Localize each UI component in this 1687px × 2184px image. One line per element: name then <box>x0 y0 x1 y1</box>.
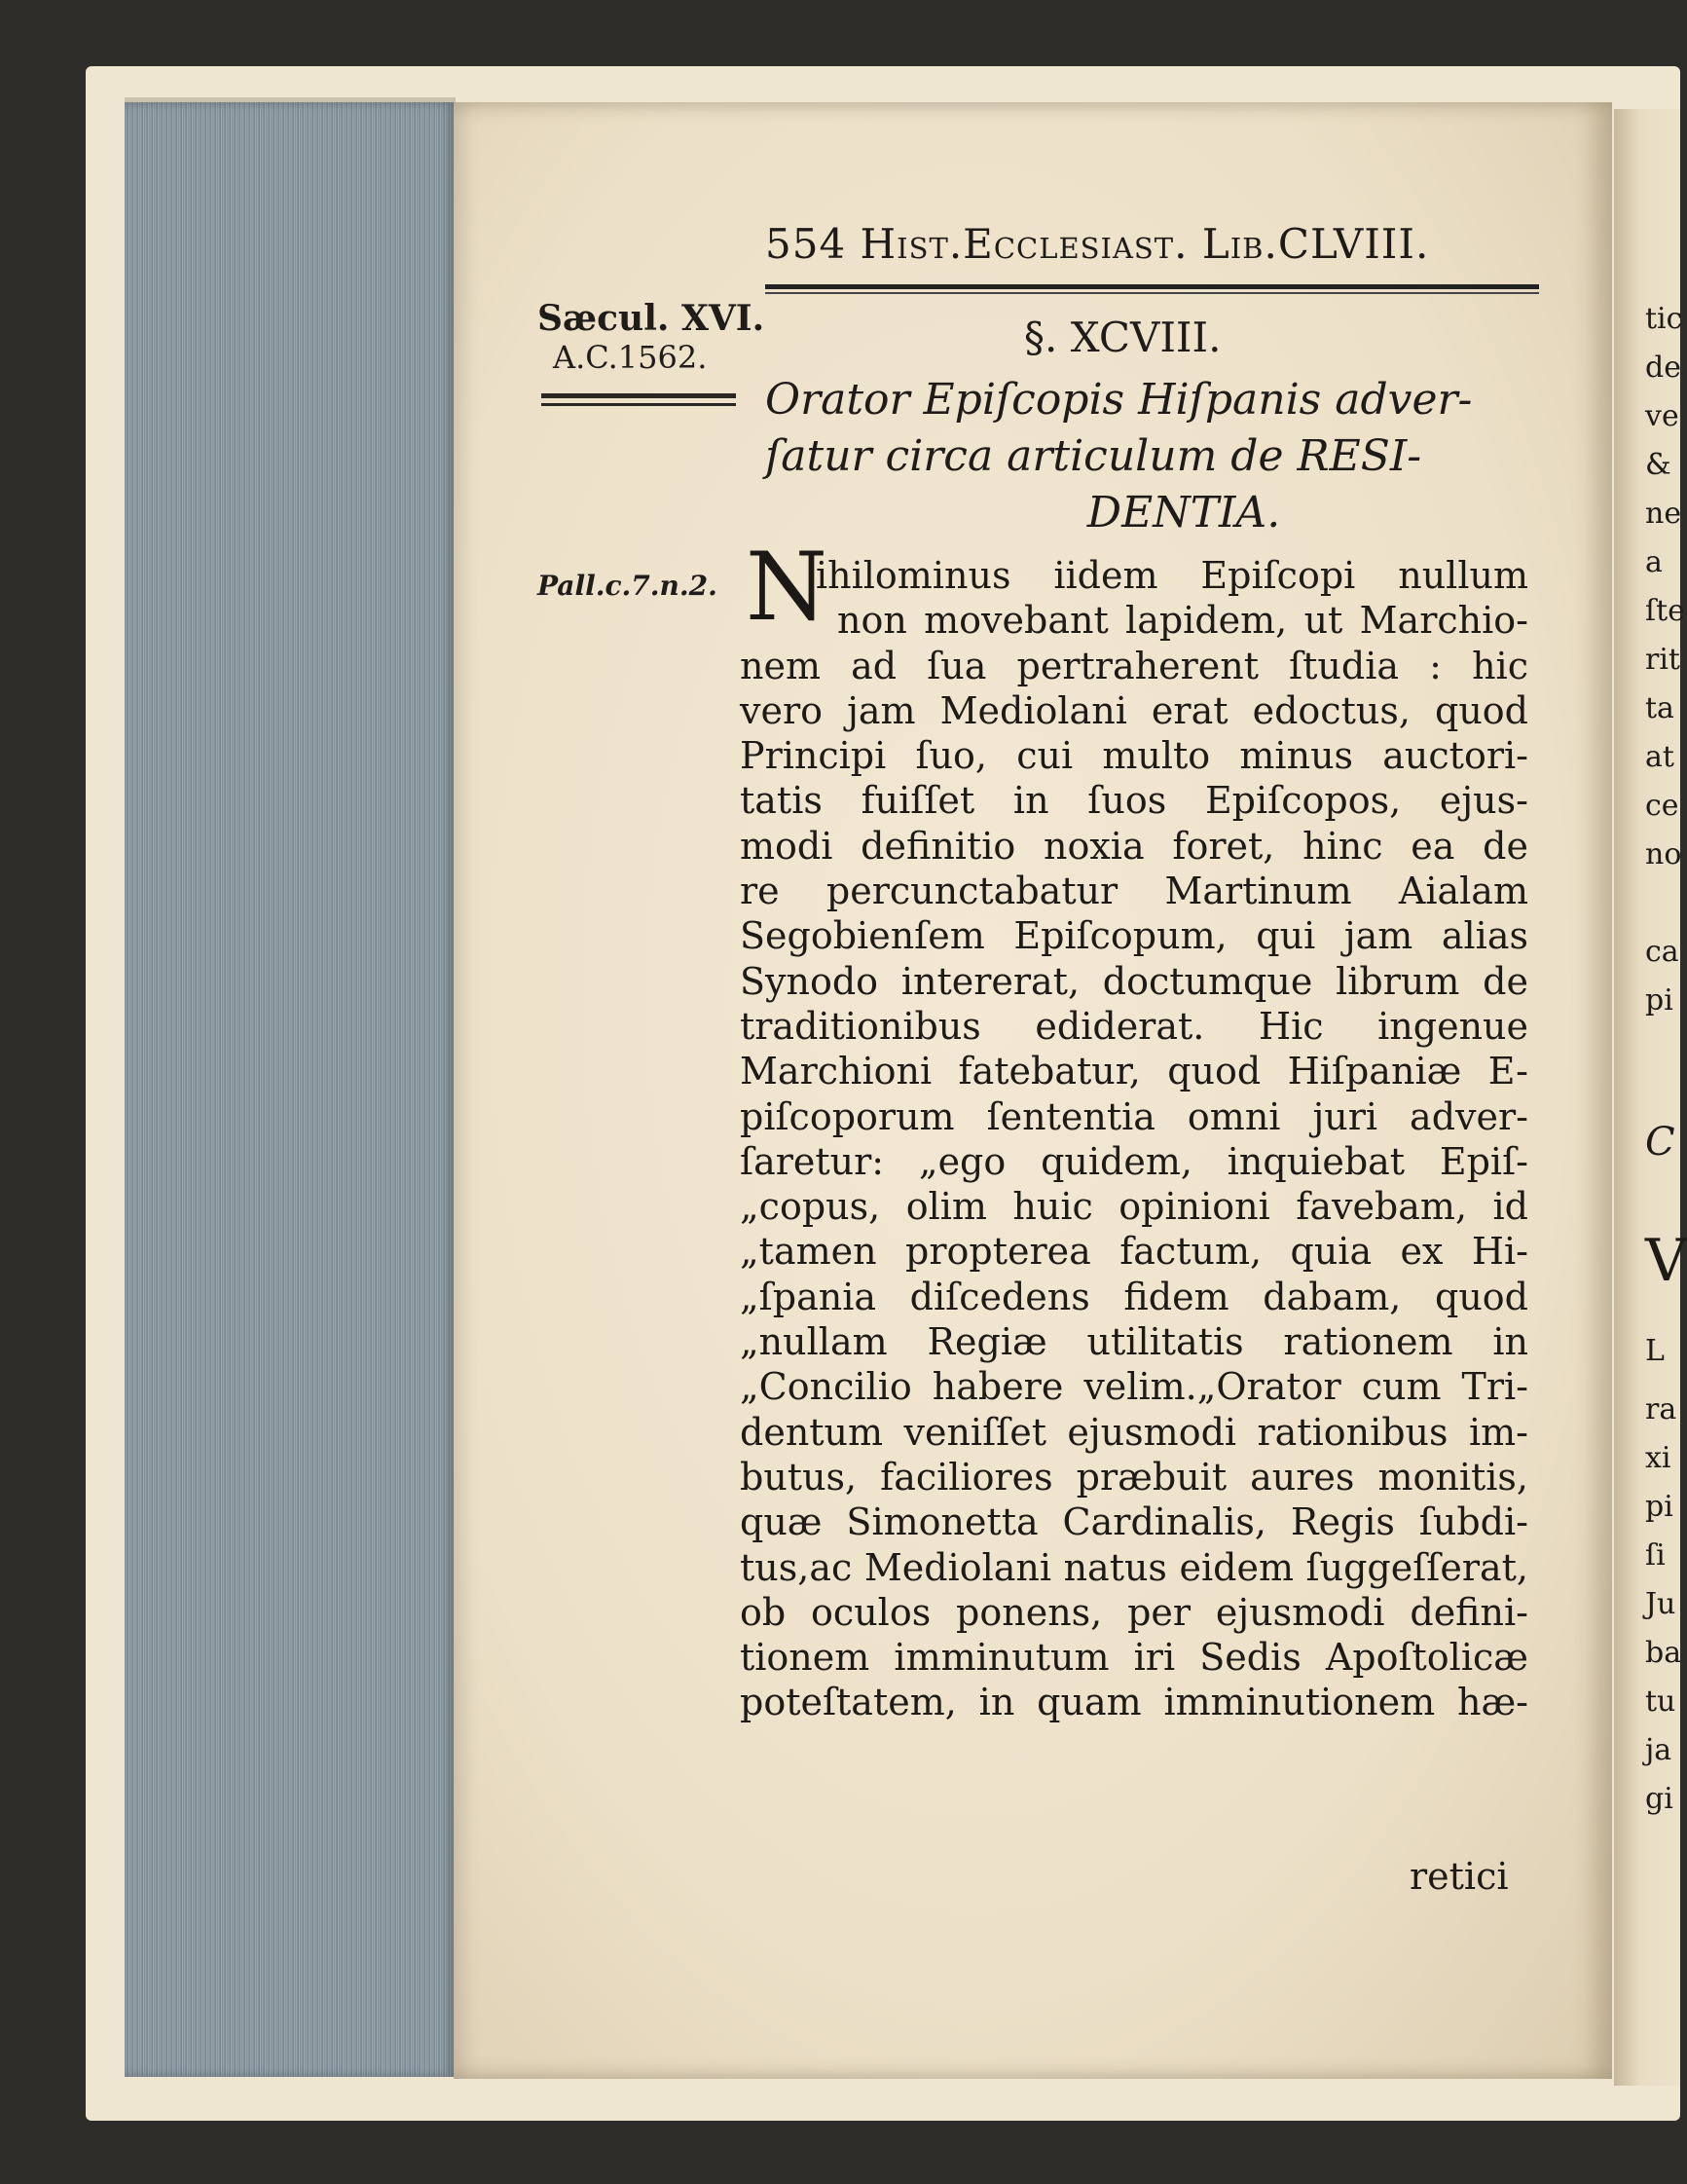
head-rule <box>765 284 1539 289</box>
text-line: tionem imminutum iri Sedis Apoſtolicæ <box>740 1636 1528 1680</box>
next-page-fragment: xi <box>1645 1441 1671 1475</box>
catchword: retici <box>1410 1855 1509 1898</box>
body-text <box>740 553 1528 1725</box>
text-line: ob oculos ponens, per ejusmodi defini- <box>740 1590 1528 1634</box>
next-page-fragment: ta <box>1645 691 1674 725</box>
margin-rule <box>541 393 736 398</box>
next-page-fragment: ja <box>1645 1733 1672 1767</box>
text-line: quæ Simonetta Cardinalis, Regis ſubdi- <box>740 1500 1528 1544</box>
section-number: §. XCVIII. <box>1024 314 1222 361</box>
text-line: Segobienſem Epiſcopum, qui jam alias <box>740 914 1528 958</box>
text-line: modi definitio noxia foret, hinc ea de <box>740 824 1528 868</box>
margin-century: Sæcul. XVI. <box>537 298 765 339</box>
text-line: „ſpania diſcedens fidem dabam, quod <box>740 1275 1528 1318</box>
next-page-fragment: a <box>1645 545 1663 579</box>
text-line: ſaretur: „ego quidem, inquiebat Epiſ- <box>740 1139 1528 1183</box>
text-line: „tamen propterea factum, quia ex Hi- <box>740 1230 1528 1274</box>
next-page-fragment: pi <box>1645 1490 1673 1524</box>
drop-cap: N <box>746 533 827 642</box>
head-rule-thin <box>765 292 1539 294</box>
section-heading <box>765 372 1544 541</box>
text-line: tatis fuiſſet in ſuos Epiſcopos, ejus- <box>740 779 1528 823</box>
margin-reference: Pall.c.7.n.2. <box>537 570 717 602</box>
next-page-fragment: & <box>1645 448 1671 482</box>
heading-line: DENTIA. <box>1086 488 1281 537</box>
text-line: nem ad ſua pertraherent ſtudia : hic <box>740 644 1528 687</box>
next-page-fragment: gi <box>1645 1782 1673 1816</box>
next-page-fragment: ſi <box>1645 1538 1666 1573</box>
margin-rule-thin <box>541 403 736 406</box>
text-line: „nullam Regiæ utilitatis rationem in <box>740 1320 1528 1364</box>
next-page-fragment: no <box>1645 837 1682 871</box>
heading-line: ſatur circa articulum de RESI- <box>765 431 1422 481</box>
next-page-fragment: rit <box>1645 643 1680 677</box>
text-line: vero jam Mediolani erat edoctus, quod <box>740 688 1528 732</box>
next-page-fragment: ſte <box>1645 594 1685 628</box>
next-page-fragment: tic <box>1645 302 1683 336</box>
next-page-fragment: V <box>1645 1227 1687 1295</box>
text-line: „copus, olim huic opinioni favebam, id <box>740 1185 1528 1229</box>
next-page-fragment: tu <box>1645 1684 1676 1719</box>
text-line: „Concilio habere velim.„Orator cum Tri- <box>740 1365 1528 1409</box>
next-page-fragment: pi <box>1645 983 1673 1018</box>
text-line: ihilominus iidem Epiſcopi nullum <box>816 554 1528 597</box>
next-page-fragment: ba <box>1645 1636 1682 1670</box>
page-number: 554 <box>765 220 847 268</box>
running-title: Hist.Ecclesiast. <box>860 220 1189 268</box>
text-line: Marchioni fatebatur, quod Hiſpaniæ E- <box>740 1050 1528 1093</box>
text-line: piſcoporum ſententia omni juri adver- <box>740 1094 1528 1138</box>
next-page-fragment: ra <box>1645 1392 1677 1426</box>
running-head <box>765 220 1505 268</box>
next-page-fragment: Ju <box>1645 1587 1676 1621</box>
text-line: non movebant lapidem, ut Marchio- <box>837 599 1528 643</box>
text-line: Synodo intererat, doctumque librum de <box>740 959 1528 1003</box>
text-line: poteſtatem, in quam imminutionem hæ- <box>740 1681 1528 1724</box>
next-page-fragment: ve <box>1645 399 1679 433</box>
next-page-fragment: L <box>1645 1334 1665 1368</box>
text-line: re percunctabatur Martinum Aialam <box>740 870 1528 913</box>
next-page-fragment: C <box>1645 1120 1675 1165</box>
text-line: butus, faciliores præbuit aures monitis, <box>740 1455 1528 1499</box>
page-edges <box>125 102 456 2077</box>
next-page-fragment: ce <box>1645 789 1679 823</box>
text-line: Principi ſuo, cui multo minus auctori- <box>740 734 1528 778</box>
text-line: tus,ac Mediolani natus eidem ſuggeſſerat, <box>740 1545 1528 1589</box>
text-line: dentum veniſſet ejusmodi rationibus im- <box>740 1410 1528 1454</box>
heading-line: Orator Epiſcopis Hiſpanis adver- <box>765 375 1473 425</box>
next-page-fragment: at <box>1645 740 1674 774</box>
book-number: Lib.CLVIII. <box>1201 220 1430 268</box>
text-line: traditionibus ediderat. Hic ingenue <box>740 1004 1528 1048</box>
next-page-fragment: ne <box>1645 497 1682 531</box>
margin-year: A.C.1562. <box>553 339 708 376</box>
next-page-fragment: de <box>1645 351 1681 385</box>
next-page-fragment: ca <box>1645 935 1679 969</box>
